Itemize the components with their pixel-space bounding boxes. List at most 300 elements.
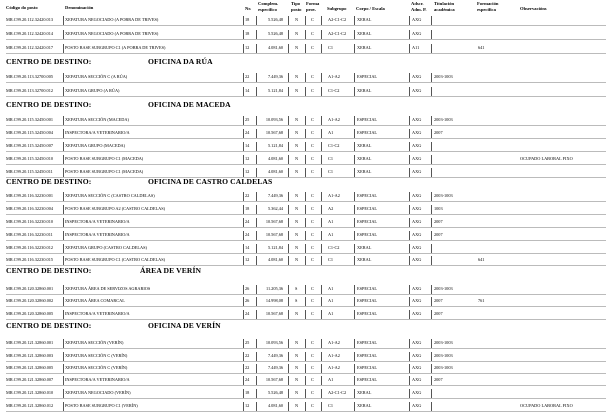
cell-divider (409, 116, 410, 125)
cell-forma: C (311, 17, 314, 22)
cell-divider (63, 256, 64, 265)
cell-code: MR.C99.20.121.32860.010 (6, 390, 54, 395)
cell-adscr: AXG (412, 232, 422, 237)
cell-divider (354, 116, 355, 125)
cell-complem: 10.567,68 (265, 232, 283, 237)
cell-divider (63, 30, 64, 39)
cell-divider (354, 310, 355, 319)
table-row (0, 364, 614, 375)
cell-divider (63, 116, 64, 125)
row-separator (6, 214, 606, 215)
cell-divider (288, 142, 289, 151)
cell-tipo: N (295, 311, 299, 316)
cell-divider (409, 155, 410, 164)
row-separator (6, 227, 606, 228)
cell-titulacion: 2003-1003 (434, 365, 453, 370)
cell-tipo: N (295, 88, 299, 93)
cell-divider (256, 218, 257, 227)
table-row (0, 16, 614, 27)
cell-divider (243, 310, 244, 319)
cell-corpo: XERAL (357, 390, 372, 395)
cell-divider (321, 297, 322, 306)
cell-divider (354, 16, 355, 25)
cell-denominacion: XEFATURA GRUPO (CASTRO CALDELAS) (65, 245, 147, 250)
cell-tipo: N (295, 232, 299, 237)
cell-divider (305, 44, 306, 53)
row-separator (6, 294, 606, 295)
cell-subgrupo: C1 (328, 257, 334, 262)
cell-complem: 10.093,56 (265, 340, 283, 345)
cell-formacion: 641 (478, 257, 485, 262)
cell-tipo: N (295, 130, 299, 135)
cell-code: MR.C99.20.121.32860.005 (6, 365, 54, 370)
cell-corpo: XERAL (357, 403, 372, 408)
cell-nr: 12 (245, 169, 250, 174)
row-separator (6, 306, 606, 307)
cell-divider (305, 30, 306, 39)
cell-divider (256, 142, 257, 151)
cell-complem: 10.567,68 (265, 130, 283, 135)
cell-adscr: AXG (412, 193, 422, 198)
header-formacion: Formación específica (477, 1, 499, 12)
table-row (0, 129, 614, 140)
cell-adscr: AXG (412, 74, 422, 79)
cell-divider (63, 402, 64, 411)
cell-corpo: XERAL (357, 45, 372, 50)
cell-subgrupo: A1-A2 (328, 353, 340, 358)
cell-titulacion: 2003-1003 (434, 286, 453, 291)
cell-divider (305, 116, 306, 125)
cell-divider (321, 142, 322, 151)
cell-nr: 12 (245, 403, 250, 408)
cell-divider (431, 218, 432, 227)
table-row (0, 168, 614, 179)
cell-divider (243, 256, 244, 265)
cell-subgrupo: A1 (328, 232, 334, 237)
cell-divider (256, 205, 257, 214)
table-row (0, 297, 614, 308)
cell-titulacion: 2007 (434, 219, 443, 224)
cell-denominacion: XEFATURA SECCIÓN C (VERÍN) (65, 365, 128, 370)
cell-tipo: N (295, 156, 299, 161)
cell-divider (431, 285, 432, 294)
cell-complem: 4.081,60 (267, 169, 283, 174)
cell-divider (256, 364, 257, 373)
cell-complem: 5.121,84 (267, 143, 283, 148)
cell-divider (321, 30, 322, 39)
cell-divider (321, 192, 322, 201)
cell-divider (305, 364, 306, 373)
cell-forma: C (311, 245, 314, 250)
cell-divider (288, 192, 289, 201)
cell-divider (409, 244, 410, 253)
cell-divider (256, 285, 257, 294)
cell-subgrupo: C1 (328, 45, 334, 50)
cell-divider (288, 339, 289, 348)
cell-divider (431, 129, 432, 138)
cell-divider (256, 389, 257, 398)
cell-corpo: ESPECIAL (357, 74, 378, 79)
cell-denominacion: POSTO BASE SUBGRUPO A2 (CASTRO CALDELAS) (65, 206, 166, 211)
cell-divider (63, 285, 64, 294)
cell-tipo: N (295, 45, 299, 50)
cell-divider (321, 364, 322, 373)
cell-divider (409, 30, 410, 39)
cell-divider (63, 297, 64, 306)
cell-denominacion: XEFATURA GRUPO (MACEDA) (65, 143, 126, 148)
cell-forma: C (311, 340, 314, 345)
row-separator (6, 53, 606, 54)
cell-denominacion: XEFATURA SECCIÓN C (VERÍN) (65, 353, 128, 358)
table-row (0, 142, 614, 153)
cell-divider (256, 129, 257, 138)
table-row (0, 231, 614, 242)
cell-subgrupo: C1 (328, 403, 334, 408)
cell-divider (288, 205, 289, 214)
cell-divider (305, 73, 306, 82)
cell-adscr: AXG (412, 286, 422, 291)
cell-divider (63, 87, 64, 96)
cell-nr: 24 (245, 219, 250, 224)
cell-divider (305, 205, 306, 214)
cell-divider (63, 376, 64, 385)
cell-divider (431, 168, 432, 177)
cell-complem: 4.081,60 (267, 257, 283, 262)
cell-divider (354, 168, 355, 177)
cell-code: MR.C99.20.116.32230.004 (6, 206, 53, 211)
cell-nr: 14 (245, 88, 250, 93)
cell-subgrupo: A1 (328, 286, 334, 291)
cell-corpo: ESPECIAL (357, 365, 378, 370)
cell-divider (256, 256, 257, 265)
cell-forma: C (311, 130, 314, 135)
cell-complem: 5.526,48 (267, 390, 283, 395)
cell-subgrupo: A1 (328, 219, 334, 224)
cell-divider (409, 339, 410, 348)
row-separator (6, 25, 606, 26)
cell-forma: C (311, 390, 314, 395)
header-observaciones: Observacións (520, 6, 547, 11)
cell-tipo: N (295, 365, 299, 370)
cell-divider (305, 256, 306, 265)
cell-complem: 10.567,68 (265, 377, 283, 382)
cell-divider (321, 310, 322, 319)
cell-divider (305, 155, 306, 164)
cell-divider (63, 218, 64, 227)
cell-denominacion: POSTO BASE SUBGRUPO C1 (VERÍN) (65, 403, 138, 408)
cell-nr: 24 (245, 130, 250, 135)
cell-forma: C (311, 88, 314, 93)
cell-tipo: S (295, 298, 298, 303)
cell-denominacion: POSTO BASE SUBGRUPO C1 (A POBRA DE TRIVES) (65, 45, 166, 50)
cell-divider (321, 285, 322, 294)
cell-divider (256, 310, 257, 319)
cell-titulacion: 2003-1003 (434, 74, 453, 79)
cell-subgrupo: A1-A2 (328, 340, 340, 345)
cell-divider (409, 376, 410, 385)
cell-code: MR.C99.20.116.32230.011 (6, 232, 53, 237)
cell-divider (243, 30, 244, 39)
cell-divider (305, 402, 306, 411)
cell-nr: 25 (245, 117, 250, 122)
cell-divider (305, 352, 306, 361)
cell-divider (409, 297, 410, 306)
cell-divider (243, 205, 244, 214)
cell-divider (321, 87, 322, 96)
cell-divider (431, 364, 432, 373)
cell-divider (305, 87, 306, 96)
cell-divider (63, 339, 64, 348)
cell-code: MR.C99.20.116.32230.012 (6, 245, 53, 250)
cell-divider (409, 168, 410, 177)
row-separator (6, 319, 606, 320)
header-titulacion: Titulación académica (434, 1, 455, 12)
cell-divider (305, 389, 306, 398)
cell-complem: 10.567,68 (265, 219, 283, 224)
cell-tipo: N (295, 74, 299, 79)
cell-tipo: N (295, 17, 299, 22)
cell-divider (431, 44, 432, 53)
cell-corpo: XERAL (357, 88, 372, 93)
cell-nr: 18 (245, 17, 250, 22)
header-codigo: Código do posto (6, 5, 38, 10)
cell-corpo: XERAL (357, 156, 372, 161)
cell-divider (243, 16, 244, 25)
cell-divider (63, 155, 64, 164)
cell-divider (409, 402, 410, 411)
cell-subgrupo: C1-C2 (328, 88, 340, 93)
cell-denominacion: XEFATURA GRUPO (A RÚA) (65, 88, 120, 93)
cell-code: MR.C99.20.121.32860.003 (6, 353, 54, 358)
cell-divider (256, 192, 257, 201)
cell-denominacion: XEFATURA NEGOCIADO (A POBRA DE TRIVES) (65, 31, 159, 36)
cell-divider (63, 73, 64, 82)
table-row (0, 339, 614, 350)
cell-divider (354, 142, 355, 151)
cell-divider (288, 244, 289, 253)
cell-complem: 5.362,44 (267, 206, 283, 211)
cell-divider (354, 402, 355, 411)
table-row (0, 352, 614, 363)
cell-divider (288, 231, 289, 240)
cell-nr: 26 (245, 298, 250, 303)
cell-tipo: N (295, 31, 299, 36)
row-separator (6, 373, 606, 374)
cell-corpo: ESPECIAL (357, 311, 378, 316)
cell-corpo: XERAL (357, 17, 372, 22)
cell-adscr: AXG (412, 390, 422, 395)
cell-divider (409, 205, 410, 214)
cell-divider (431, 73, 432, 82)
cell-complem: 14.998,08 (265, 298, 283, 303)
cell-adscr: AXG (412, 365, 422, 370)
cell-code: MR.C99.20.120.32860.005 (6, 311, 54, 316)
cell-divider (305, 244, 306, 253)
cell-divider (243, 218, 244, 227)
cell-code: MR.C99.20.121.32860.012 (6, 403, 54, 408)
cell-divider (321, 402, 322, 411)
cell-nr: 24 (245, 232, 250, 237)
cell-corpo: XERAL (357, 169, 372, 174)
cell-divider (288, 310, 289, 319)
cell-divider (256, 73, 257, 82)
cell-divider (409, 310, 410, 319)
cell-forma: C (311, 31, 314, 36)
cell-subgrupo: A2-C1-C2 (328, 390, 347, 395)
row-separator (6, 201, 606, 202)
cell-divider (243, 129, 244, 138)
cell-tipo: N (295, 377, 299, 382)
cell-divider (288, 218, 289, 227)
cell-nr: 18 (245, 206, 250, 211)
cell-divider (409, 218, 410, 227)
header-tipo: Tipo posto (291, 1, 302, 12)
table-row (0, 205, 614, 216)
header-subgrupo: Subgrupo (327, 6, 347, 11)
cell-subgrupo: A1-A2 (328, 74, 340, 79)
cell-divider (431, 352, 432, 361)
cell-nr: 18 (245, 31, 250, 36)
section-label: CENTRO DE DESTINO: (6, 177, 92, 186)
cell-divider (63, 129, 64, 138)
cell-tipo: N (295, 403, 299, 408)
table-row (0, 402, 614, 413)
cell-divider (288, 87, 289, 96)
cell-divider (288, 402, 289, 411)
cell-forma: C (311, 311, 314, 316)
cell-code: MR.C99.20.116.32230.015 (6, 257, 53, 262)
cell-divider (288, 376, 289, 385)
cell-divider (354, 231, 355, 240)
cell-divider (321, 16, 322, 25)
cell-denominacion: INSPECTORA/A VETERINARIO/A (65, 130, 130, 135)
cell-code: MR.C99.20.116.32230.010 (6, 219, 53, 224)
cell-tipo: N (295, 193, 299, 198)
cell-tipo: N (295, 206, 299, 211)
cell-divider (288, 155, 289, 164)
cell-divider (256, 30, 257, 39)
cell-divider (256, 231, 257, 240)
cell-corpo: ESPECIAL (357, 298, 378, 303)
cell-corpo: ESPECIAL (357, 286, 378, 291)
section-title: OFICINA DE CASTRO CALDELAS (148, 177, 273, 186)
cell-divider (354, 285, 355, 294)
row-separator (6, 82, 606, 83)
table-row (0, 218, 614, 229)
row-separator (6, 361, 606, 362)
cell-denominacion: XEFATURA SECCIÓN (VERÍN) (65, 340, 124, 345)
cell-nr: 14 (245, 245, 250, 250)
cell-tipo: N (295, 353, 299, 358)
cell-titulacion: 2007 (434, 130, 443, 135)
cell-divider (243, 352, 244, 361)
cell-divider (321, 352, 322, 361)
cell-corpo: XERAL (357, 31, 372, 36)
cell-nr: 22 (245, 74, 250, 79)
cell-divider (63, 244, 64, 253)
cell-divider (409, 389, 410, 398)
table-row (0, 256, 614, 267)
cell-complem: 4.081,60 (267, 45, 283, 50)
cell-adscr: AXG (412, 377, 422, 382)
cell-divider (354, 244, 355, 253)
cell-divider (256, 155, 257, 164)
cell-divider (288, 73, 289, 82)
cell-divider (409, 352, 410, 361)
cell-divider (354, 30, 355, 39)
cell-divider (321, 168, 322, 177)
cell-divider (431, 116, 432, 125)
row-separator (6, 411, 606, 412)
cell-code: MR.C99.20.116.32230.001 (6, 193, 53, 198)
cell-complem: 7.449,36 (267, 365, 283, 370)
cell-adscr: AXG (412, 353, 422, 358)
cell-divider (256, 244, 257, 253)
cell-adscr: AXG (412, 169, 422, 174)
cell-nr: 22 (245, 365, 250, 370)
cell-divider (288, 16, 289, 25)
cell-divider (354, 44, 355, 53)
cell-divider (256, 16, 257, 25)
row-separator (6, 177, 606, 178)
cell-divider (321, 205, 322, 214)
cell-denominacion: POSTO BASE SUBGRUPO C1 (CASTRO CALDELAS) (65, 257, 166, 262)
cell-forma: C (311, 353, 314, 358)
cell-adscr: AXG (412, 311, 422, 316)
cell-titulacion: 2003-1003 (434, 340, 453, 345)
cell-divider (256, 339, 257, 348)
cell-divider (305, 285, 306, 294)
cell-forma: C (311, 403, 314, 408)
cell-forma: C (311, 257, 314, 262)
cell-divider (305, 192, 306, 201)
cell-denominacion: INSPECTORA/A VETERINARIO/A (65, 219, 130, 224)
cell-divider (321, 73, 322, 82)
cell-adscr: AXG (412, 403, 422, 408)
cell-adscr: AXG (412, 245, 422, 250)
cell-divider (409, 256, 410, 265)
cell-observaciones: OCUPADO LABORAL FIXO (520, 403, 573, 408)
cell-divider (305, 168, 306, 177)
cell-forma: C (311, 74, 314, 79)
cell-subgrupo: C1-C2 (328, 245, 340, 250)
cell-adscr: AXG (412, 206, 422, 211)
cell-divider (321, 376, 322, 385)
row-separator (6, 398, 606, 399)
cell-forma: C (311, 169, 314, 174)
cell-divider (63, 231, 64, 240)
table-row (0, 87, 614, 98)
cell-divider (431, 389, 432, 398)
row-separator (6, 253, 606, 254)
cell-divider (288, 297, 289, 306)
table-row (0, 192, 614, 203)
cell-divider (243, 192, 244, 201)
cell-subgrupo: A1 (328, 298, 334, 303)
cell-divider (321, 44, 322, 53)
cell-adscr: AXG (412, 130, 422, 135)
cell-denominacion: INSPECTORA/A VETERINARIO/A (65, 311, 130, 316)
section-label: CENTRO DE DESTINO: (6, 321, 92, 330)
cell-tipo: N (295, 257, 299, 262)
cell-divider (288, 364, 289, 373)
cell-divider (321, 116, 322, 125)
cell-titulacion: 2007 (434, 311, 443, 316)
cell-divider (243, 376, 244, 385)
cell-divider (243, 285, 244, 294)
cell-code: MR.C99.20.115.32450.004 (6, 130, 53, 135)
row-separator (6, 164, 606, 165)
